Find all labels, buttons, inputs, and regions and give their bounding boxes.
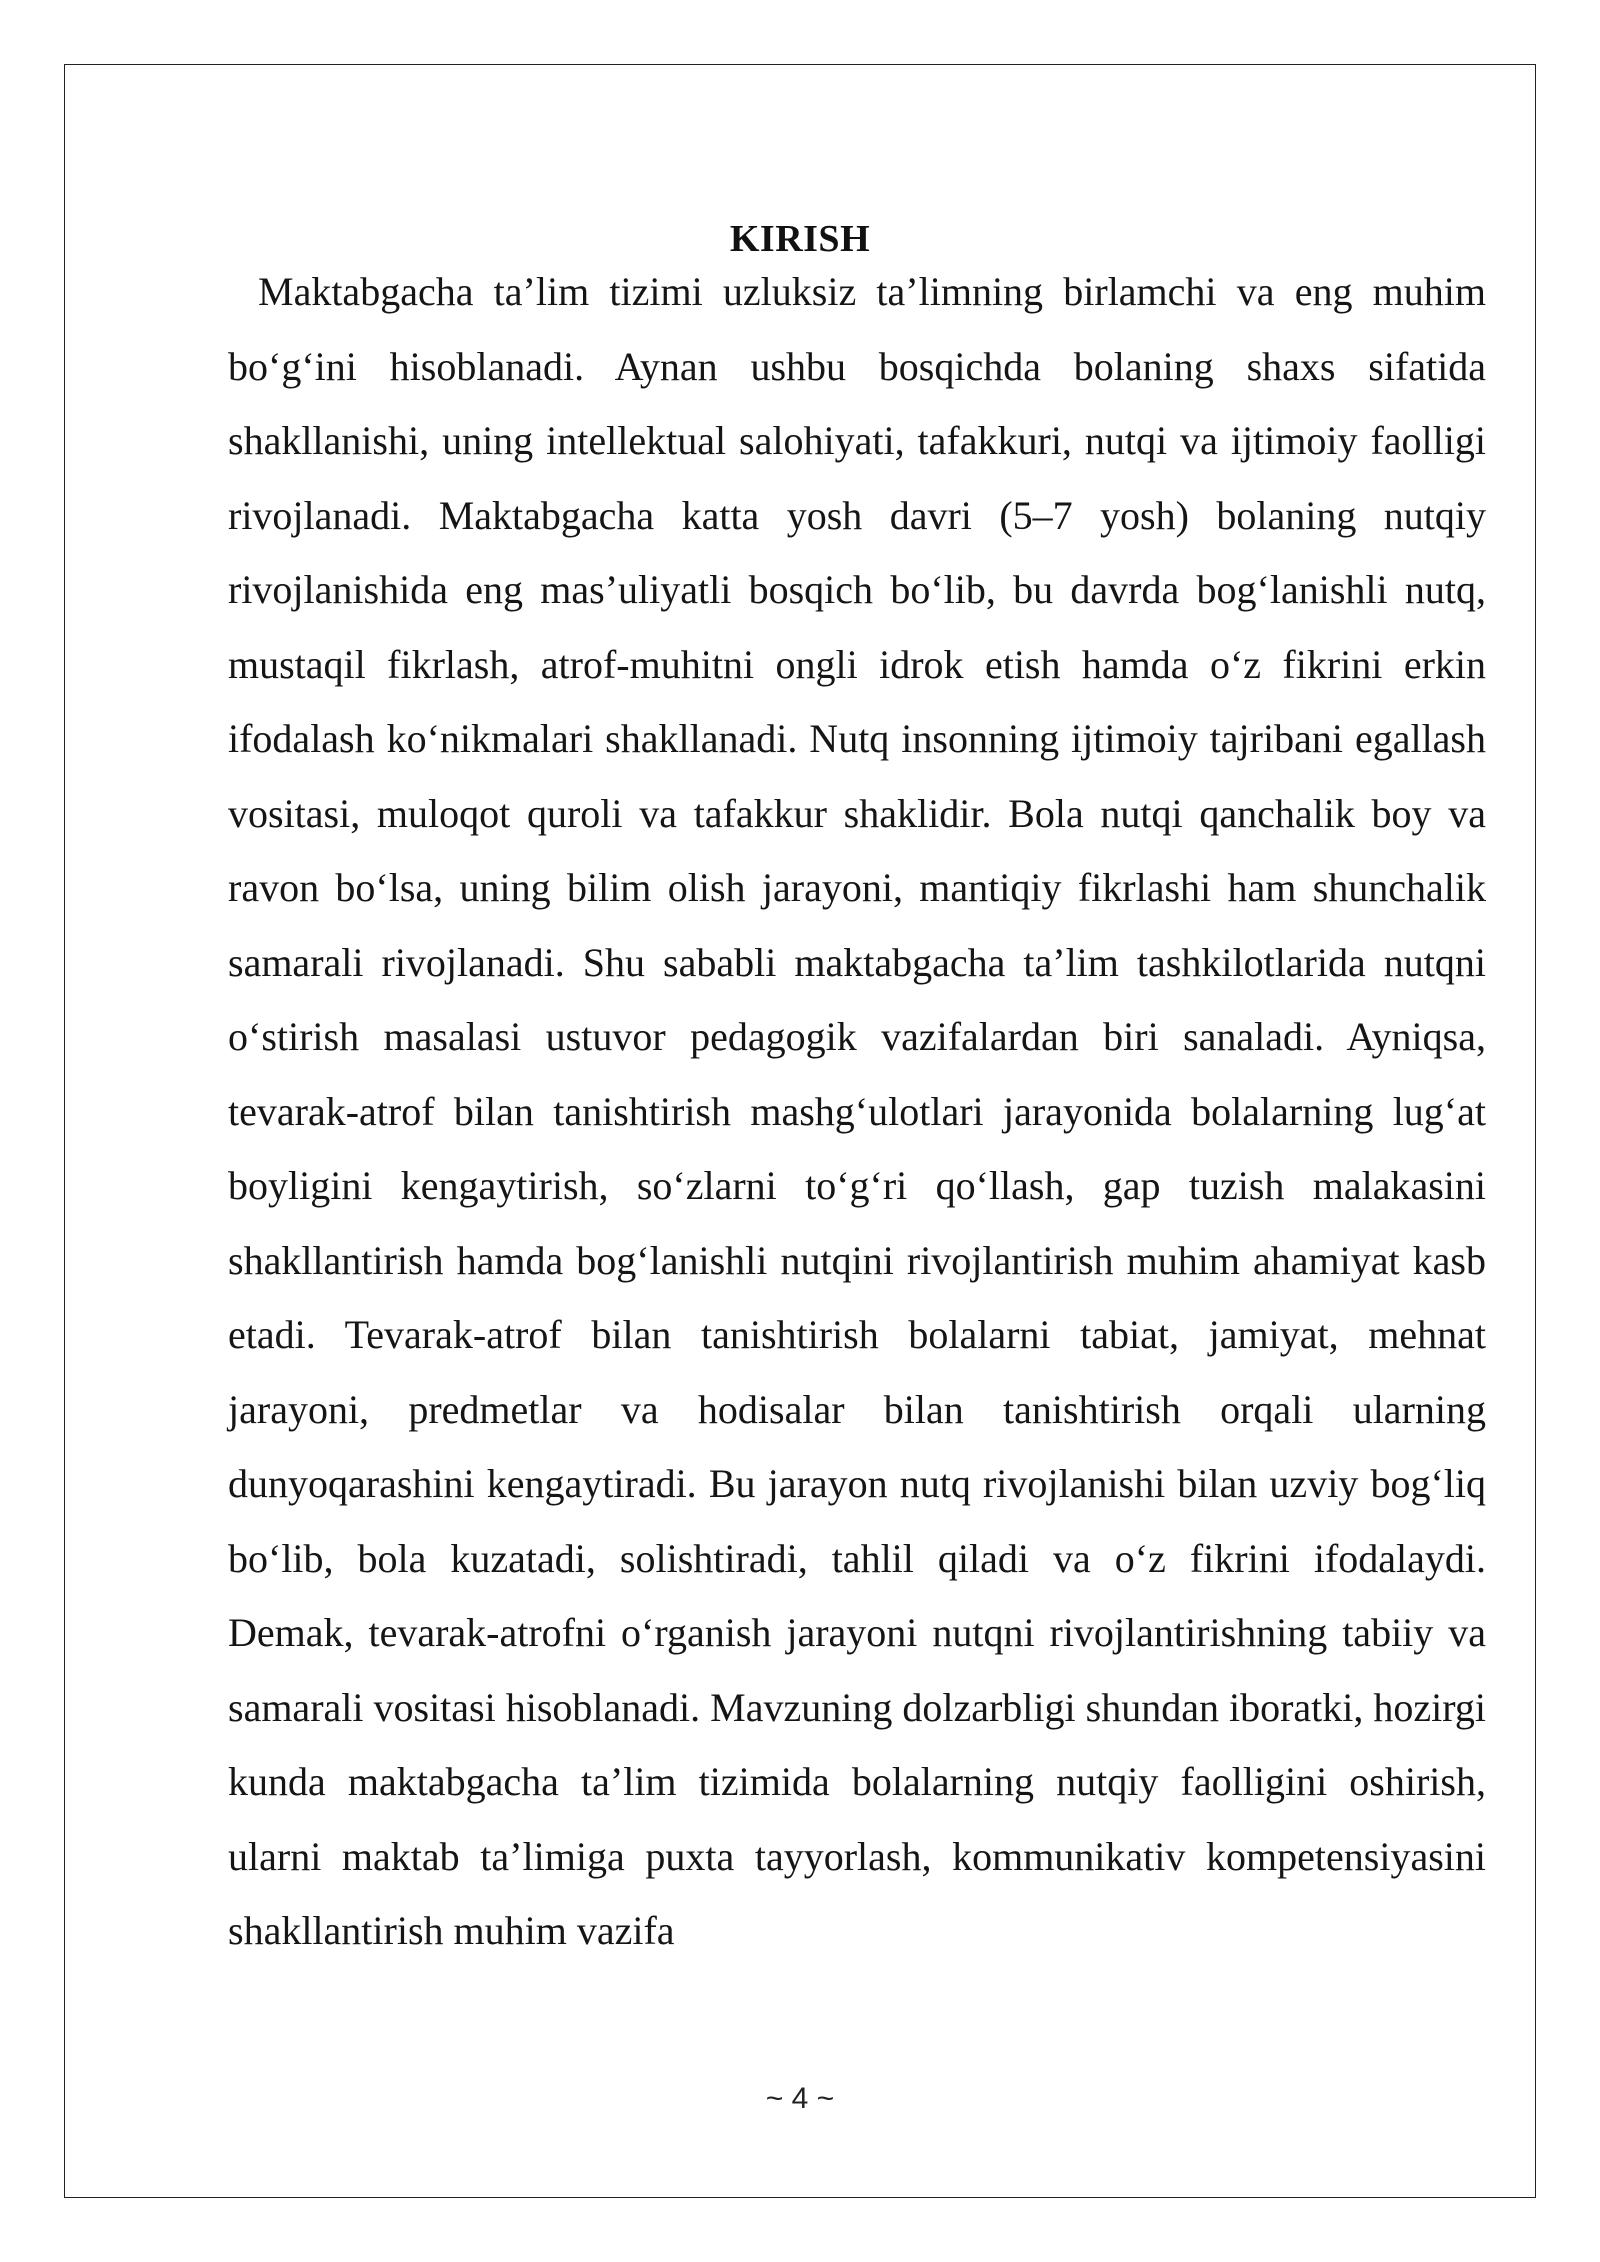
section-heading: KIRISH <box>729 218 871 260</box>
body-paragraph: Maktabgacha ta’lim tizimi uzluksiz ta’limning birlamchi va eng muhim bo‘g‘ini hisoblanadi. Aynan ushbu bosqichda bolaning shaxs sifatida shakllanishi, uning intellektual salohiyati, tafakkuri, nutqi va ijtimoiy faolligi rivojlanadi. Maktabgacha katta yosh davri (5–7 yosh) bolaning nutqiy rivojlanishida eng mas’uliyatli bosqich bo‘lib, bu davrda bog‘lanishli nutq, mustaqil fikrlash, atrof-muhitni ongli idrok etish hamda o‘z fikrini erkin ifodalash ko‘nikmalari shakllanadi. Nutq insonning ijtimoiy tajribani egallash vositasi, muloqot quroli va tafakkur shaklidir. Bola nutqi qanchalik boy va ravon bo‘lsa, uning bilim olish jarayoni, mantiqiy fikrlashi ham shunchalik samarali rivojlanadi. Shu sababli maktabgacha ta’lim tashkilotlarida nutqni o‘stirish masalasi ustuvor pedagogik vazifalardan biri sanaladi. Ayniqsa, tevarak-atrof bilan tanishtirish mashg‘ulotlari jarayonida bolalarning lug‘at boyligini kengaytirish, so‘zlarni to‘g‘ri qo‘llash, gap tuzish malakasini shakllantirish hamda bog‘lanishli nutqini rivojlantirish muhim ahamiyat kasb etadi. Tevarak-atrof bilan tanishtirish bolalarni tabiat, jamiyat, mehnat jarayoni, predmetlar va hodisalar bilan tanishtirish orqali ularning dunyoqarashini kengaytiradi. Bu jarayon nutq rivojlanishi bilan uzviy bog‘liq bo‘lib, bola kuzatadi, solishtiradi, tahlil qiladi va o‘z fikrini ifodalaydi. Demak, tevarak-atrofni o‘rganish jarayoni nutqni rivojlantirishning tabiiy va samarali vositasi hisoblanadi. Mavzuning dolzarbligi shundan iboratki, hozirgi kunda maktabgacha ta’lim tizimida bolalarning nutqiy faolligini oshirish, ularni maktab ta’limiga puxta tayyorlash, kommunikativ kompetensiyasini shakllantirish muhim vazifa <box>228 269 1486 1953</box>
page-number: ~ 4 ~ <box>765 2082 835 2115</box>
